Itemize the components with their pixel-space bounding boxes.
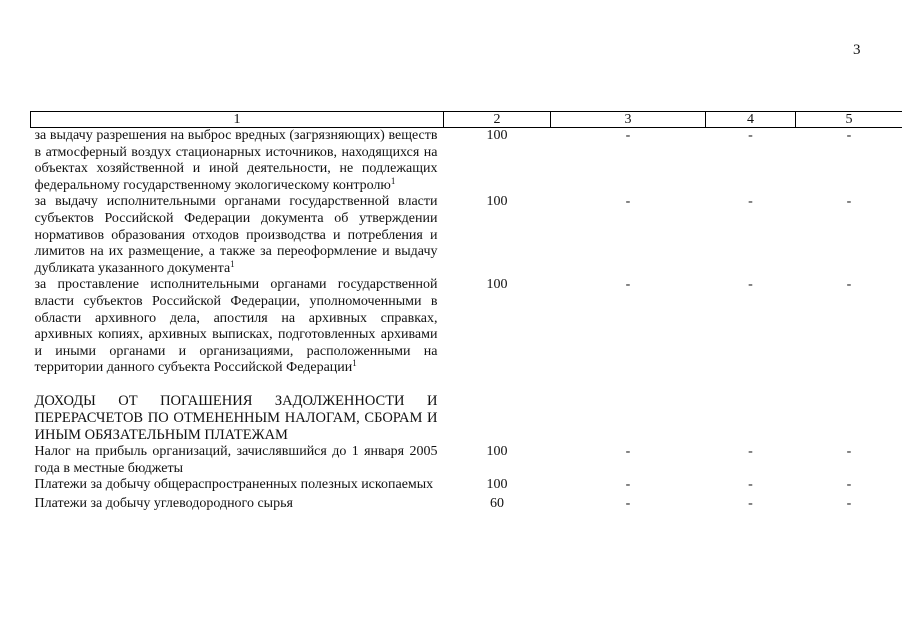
row-value-col-5: - <box>846 443 852 459</box>
row-description <box>31 277 444 377</box>
spacer-row <box>31 377 902 391</box>
row-value-col-4: - <box>748 194 753 210</box>
row-value-col-2: 100 <box>486 194 508 210</box>
footnote-marker: 1 <box>230 258 235 269</box>
table-header <box>31 112 902 128</box>
row-value-col-2: 100 <box>486 277 508 293</box>
row-value-col-4: - <box>748 277 753 293</box>
table-row <box>31 128 902 195</box>
header-col-1: 1 <box>31 112 444 128</box>
header-col-2: 2 <box>444 112 551 128</box>
section-heading-row <box>31 391 902 444</box>
header-row <box>31 112 902 128</box>
table-row <box>31 444 902 477</box>
row-value-col-2: 100 <box>486 443 508 459</box>
row-value-col-3: - <box>625 495 631 511</box>
table-row <box>31 277 902 377</box>
row-description: Платежи за добычу общераспространенных полезных ископаемых <box>34 477 434 493</box>
table-row <box>31 194 902 277</box>
row-value-col-5: - <box>846 495 852 511</box>
row-value-col-2: 60 <box>490 495 504 511</box>
header-col-3: 3 <box>551 112 706 128</box>
footnote-marker: 1 <box>390 175 396 186</box>
row-value-col-2: 100 <box>486 477 508 493</box>
row-description <box>31 128 444 195</box>
table-row <box>31 496 902 513</box>
row-description: Платежи за добычу углеводородного сырья <box>34 495 293 511</box>
row-value-col-5: - <box>846 277 852 293</box>
row-value-col-3: - <box>625 477 631 493</box>
header-col-4: 4 <box>706 112 796 128</box>
row-text: за выдачу разрешения на выброс вредных (загрязняющих) веществ в атмосферный воздух стационарных источников, находящихся на объектах хозяйственной и иной деятельности, не подлежащих федеральному государственному экологическому контролю <box>34 128 438 193</box>
budget-table <box>30 111 902 512</box>
row-value-col-4: - <box>748 495 753 511</box>
header-col-5: 5 <box>796 112 902 128</box>
row-value-col-4: - <box>748 128 753 143</box>
row-description: Налог на прибыль организаций, зачислявшийся до 1 января 2005 года в местные бюджеты <box>34 443 438 476</box>
row-value-col-4: - <box>748 443 753 459</box>
section-title: ДОХОДЫ ОТ ПОГАШЕНИЯ ЗАДОЛЖЕННОСТИ И ПЕРЕРАСЧЕТОВ ПО ОТМЕНЕННЫМ НАЛОГАМ, СБОРАМ И ИНЫМ ОБЯЗАТЕЛЬНЫМ ПЛАТЕЖАМ <box>34 392 438 443</box>
row-value-col-3: - <box>625 194 631 210</box>
footnote-marker: 1 <box>352 358 357 369</box>
row-value-col-3: - <box>625 128 631 143</box>
row-value-col-2: 100 <box>486 128 508 143</box>
row-text: за выдачу исполнительными органами государственной власти субъектов Российской Федерации документа об утверждении нормативов образования отходов производства и потребления и лимитов на их размещение, а также за переоформление и выдачу дубликата указанного документа <box>34 194 438 276</box>
row-description <box>31 194 444 277</box>
page-number: 3 <box>853 42 861 58</box>
table-row <box>31 477 902 494</box>
row-value-col-5: - <box>846 128 852 143</box>
row-text: за проставление исполнительными органами государственной власти субъектов Российской Федерации, уполномоченными в области архивного дела, апостиля на архивных справках, архивных копиях, архивных выписках, подготовленных архивами и иными органами и организациями, расположенными на территории данного субъекта Российской Федерации <box>34 277 438 376</box>
row-value-col-5: - <box>846 194 852 210</box>
row-value-col-3: - <box>625 277 631 293</box>
row-value-col-5: - <box>846 477 852 493</box>
row-value-col-4: - <box>748 477 753 493</box>
row-value-col-3: - <box>625 443 631 459</box>
table-body <box>31 128 902 513</box>
